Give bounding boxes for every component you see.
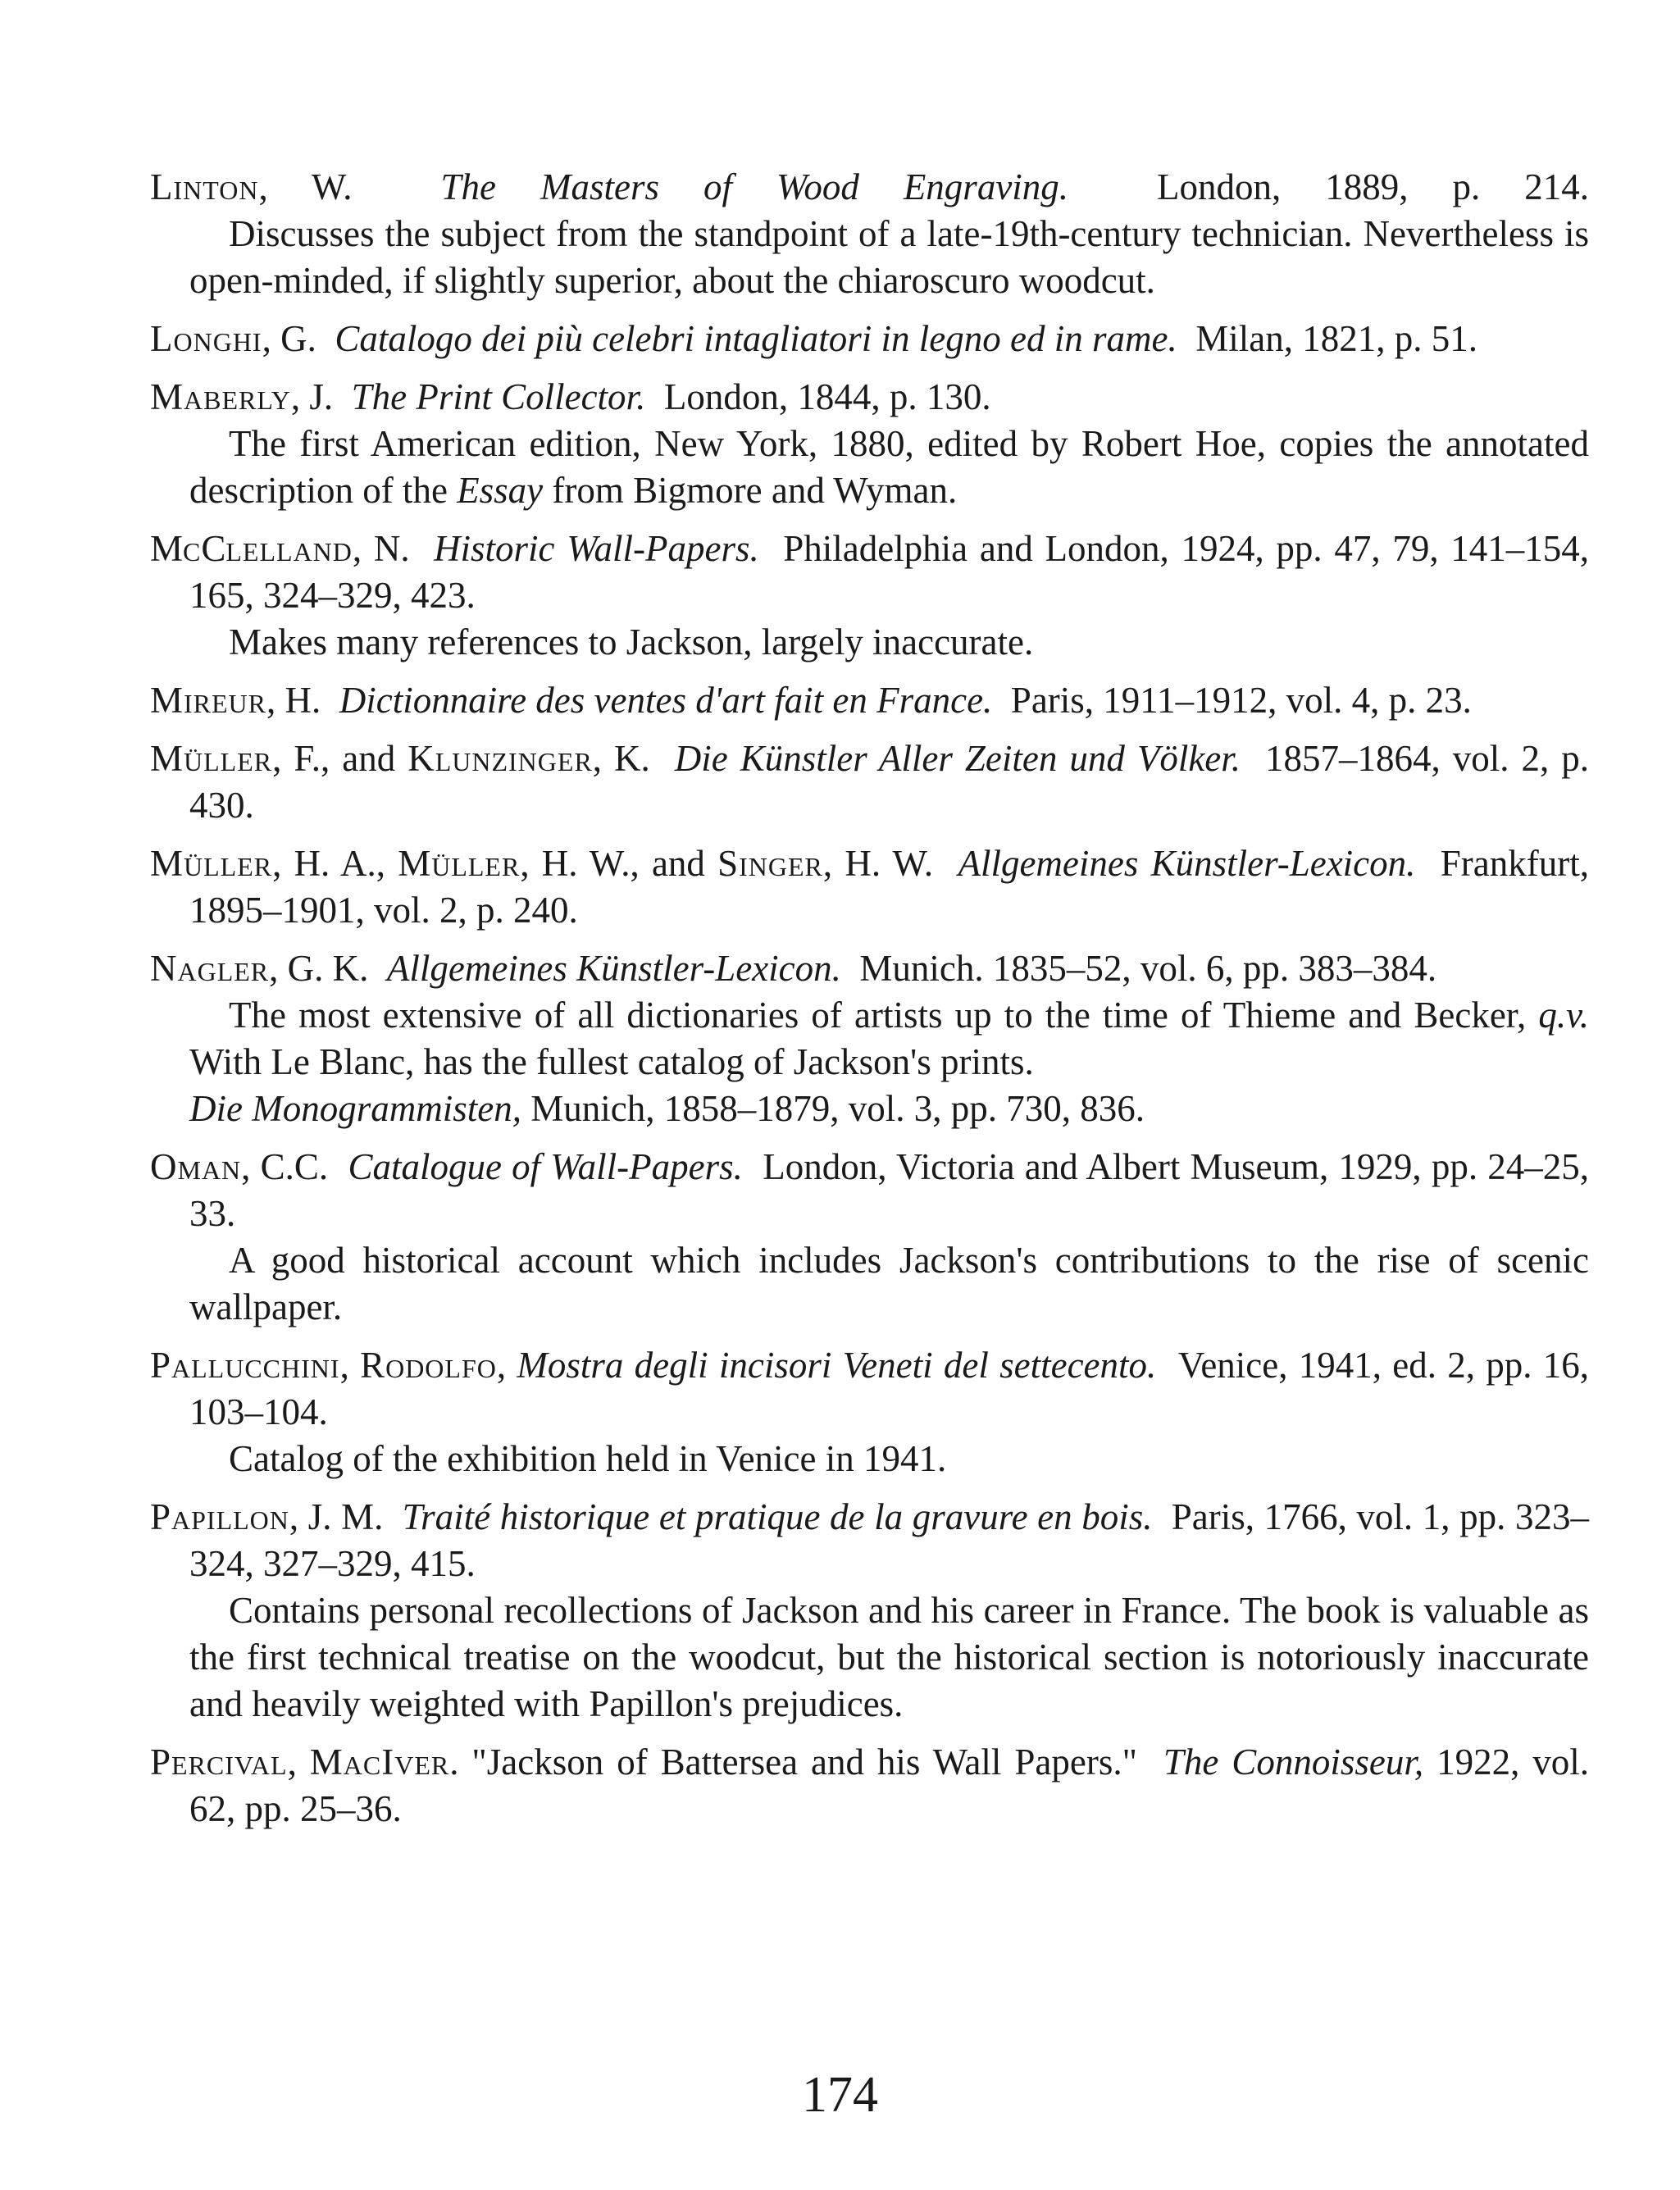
- author-name: Müller: [398, 843, 521, 884]
- publication-info: 1922, vol. 62, pp. 25–36.: [189, 1742, 1590, 1829]
- bib-entry-mireur: Mireur, H. Dictionnaire des ventes d'art fait en France. Paris, 1911–1912, vol. 4, p. 23.: [150, 680, 1472, 721]
- page-number: 174: [802, 2067, 878, 2123]
- work-title: The Masters of Wood Engraving.: [440, 166, 1069, 207]
- bib-entry-mcclelland: McClelland, N. Historic Wall-Papers. Philadelphia and London, 1924, pp. 47, 79, 141–154, 165, 324–329, 423. Makes many references to Jackson, largely inaccurate.: [150, 526, 1589, 666]
- work-title: Die Künstler Aller Zeiten und Völker.: [674, 738, 1241, 779]
- work-title: Traité historique et pratique de la gravure en bois.: [402, 1496, 1153, 1537]
- author-name: Pallucchini: [150, 1345, 340, 1386]
- work-title: Allgemeines Künstler-Lexicon.: [958, 843, 1416, 884]
- bib-entry-longhi: Longhi, G. Catalogo dei più celebri intagliatori in legno ed in rame. Milan, 1821, p. 51.: [150, 318, 1477, 359]
- work-title: Mostra degli incisori Veneti del settecento.: [517, 1345, 1157, 1386]
- author-name: Papillon: [150, 1496, 289, 1537]
- publication-info: 1857–1864, vol. 2, p. 430.: [189, 738, 1589, 826]
- publication-info: Milan, 1821, p. 51.: [1195, 318, 1477, 359]
- bib-entry-nagler: Nagler, G. K. Allgemeines Künstler-Lexicon. Munich. 1835–52, vol. 6, pp. 383–384. The most extensive of all dictionaries of artists up to the time of Thieme and Becker, q.v. With Le Blanc, has the fullest catalog of Jackson's prints. Die Monogrammisten, Munich, 1858–1879, vol. 3, pp. 730, 836.: [150, 945, 1589, 1132]
- annotation: A good historical account which includes Jackson's contributions to the rise of scenic wallpaper.: [189, 1240, 1589, 1327]
- publication-info: Venice, 1941, ed. 2, pp. 16, 103–104.: [189, 1345, 1590, 1432]
- author-name: Linton: [150, 166, 259, 207]
- annotation: The first American edition, New York, 1880, edited by Robert Hoe, copies the annotated description of the Essay from Bigmore and Wyman.: [189, 423, 1589, 511]
- annotation: Contains personal recollections of Jackson and his career in France. The book is valuable as the first technical treatise on the woodcut, but the historical section is notoriously inaccurate and heavily weighted with Papillon's prejudices.: [189, 1590, 1589, 1724]
- publication-info: London, Victoria and Albert Museum, 1929, pp. 24–25, 33.: [189, 1146, 1590, 1234]
- author-name: Singer: [717, 843, 823, 884]
- author-name: Oman: [150, 1146, 242, 1187]
- author-name: Müller: [150, 843, 273, 884]
- work-title: Catalogo dei più celebri intagliatori in legno ed in rame.: [335, 318, 1177, 359]
- author-name: Longhi: [150, 318, 262, 359]
- work-title: Dictionnaire des ventes d'art fait en France.: [339, 680, 993, 721]
- work-title: Historic Wall-Papers.: [434, 528, 759, 569]
- bib-entry-papillon: Papillon, J. M. Traité historique et pratique de la gravure en bois. Paris, 1766, vol. 1, pp. 323–324, 327–329, 415. Contains personal recollections of Jackson and his career in France. The book is valuable as the first technical treatise on the woodcut, but the historical section is notoriously inaccurate and heavily weighted with Papillon's prejudices.: [150, 1494, 1589, 1728]
- publication-info: London, 1844, p. 130.: [663, 376, 991, 417]
- bib-entry-pallucchini: Pallucchini, Rodolfo, Mostra degli incisori Veneti del settecento. Venice, 1941, ed. 2, pp. 16, 103–104. Catalog of the exhibition held in Venice in 1941.: [150, 1342, 1589, 1482]
- author-name: McClelland: [150, 528, 353, 569]
- work-title: Allgemeines Künstler-Lexicon.: [386, 948, 841, 989]
- publication-info: Munich. 1835–52, vol. 6, pp. 383–384.: [859, 948, 1437, 989]
- annotation: Makes many references to Jackson, largely inaccurate.: [229, 621, 1034, 662]
- author-name: Maberly: [150, 376, 291, 417]
- annotation: The most extensive of all dictionaries of artists up to the time of Thieme and Becker, q.v. With Le Blanc, has the fullest catalog of Jackson's prints.: [189, 995, 1589, 1082]
- bib-entry-maberly: Maberly, J. The Print Collector. London, 1844, p. 130. The first American edition, New York, 1880, edited by Robert Hoe, copies the annotated description of the Essay from Bigmore and Wyman.: [150, 374, 1589, 514]
- article-title: "Jackson of Battersea and his Wall Papers.": [471, 1742, 1137, 1783]
- publication-info: London, 1889, p. 214.: [1157, 166, 1590, 207]
- annotation: Catalog of the exhibition held in Venice in 1941.: [229, 1438, 947, 1479]
- annotation: Discusses the subject from the standpoint of a late-19th-century technician. Nevertheless is open-minded, if slightly superior, about the chiaroscuro woodcut.: [189, 213, 1589, 301]
- work-title: The Print Collector.: [351, 376, 646, 417]
- annotation-extra: Die Monogrammisten, Munich, 1858–1879, vol. 3, pp. 730, 836.: [189, 1088, 1145, 1129]
- bibliography: [150, 164, 1589, 1844]
- bib-entry-muller-h: Müller, H. A., Müller, H. W., and Singer, H. W. Allgemeines Künstler-Lexicon. Frankfurt, 1895–1901, vol. 2, p. 240.: [150, 843, 1589, 931]
- author-name: Rodolfo: [360, 1345, 497, 1386]
- author-name: Percival: [150, 1742, 288, 1783]
- bib-entry-percival: Percival, MacIver. "Jackson of Battersea and his Wall Papers." The Connoisseur, 1922, vol. 62, pp. 25–36.: [150, 1742, 1590, 1829]
- bib-entry-muller-f: Müller, F., and Klunzinger, K. Die Künstler Aller Zeiten und Völker. 1857–1864, vol. 2, p. 430.: [150, 738, 1589, 826]
- publication-info: Paris, 1766, vol. 1, pp. 323–324, 327–329, 415.: [189, 1496, 1590, 1584]
- bib-entry-oman: Oman, C.C. Catalogue of Wall-Papers. London, Victoria and Albert Museum, 1929, pp. 24–25, 33. A good historical account which includes Jackson's contributions to the rise of scenic wallpaper.: [150, 1144, 1589, 1331]
- author-name: MacIver: [309, 1742, 450, 1783]
- work-title: Catalogue of Wall-Papers.: [348, 1146, 743, 1187]
- work-title: The Connoisseur,: [1163, 1742, 1424, 1783]
- author-name: Mireur: [150, 680, 267, 721]
- author-name: Nagler: [150, 948, 270, 989]
- publication-info: Philadelphia and London, 1924, pp. 47, 79, 141–154, 165, 324–329, 423.: [189, 528, 1590, 616]
- bib-entry-linton: Linton, W. The Masters of Wood Engraving. London, 1889, p. 214. Discusses the subject from the standpoint of a late-19th-century technician. Nevertheless is open-minded, if slightly superior, about the chiaroscuro woodcut.: [150, 164, 1589, 304]
- publication-info: Paris, 1911–1912, vol. 4, p. 23.: [1010, 680, 1472, 721]
- publication-info: Frankfurt, 1895–1901, vol. 2, p. 240.: [189, 843, 1589, 931]
- author-name: Müller: [150, 738, 273, 779]
- author-name: Klunzinger: [407, 738, 593, 779]
